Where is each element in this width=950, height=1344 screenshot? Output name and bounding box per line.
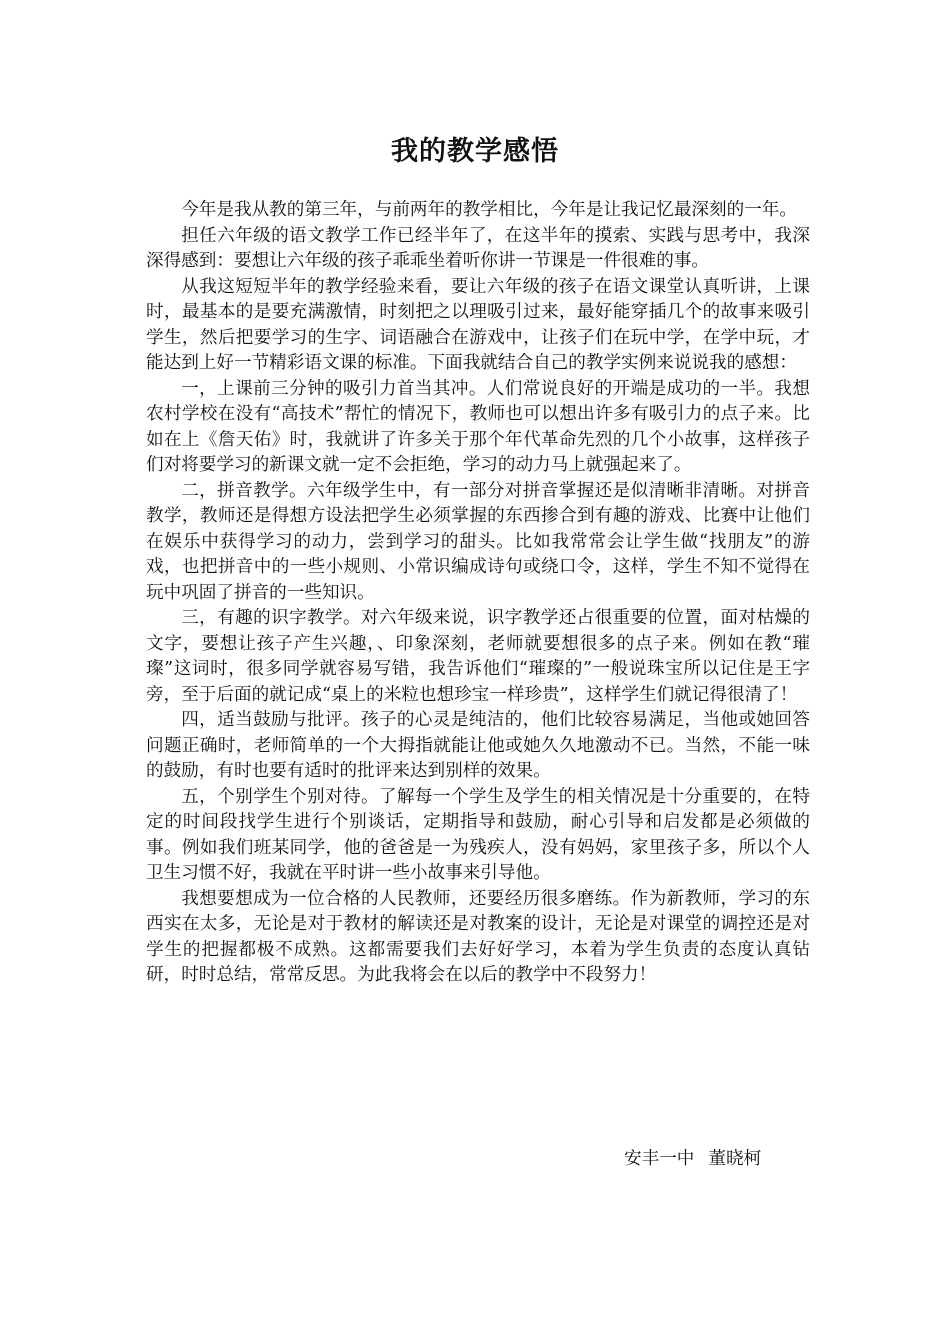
signature-school: 安丰一中: [624, 1149, 695, 1169]
document-title: 我的教学感悟: [391, 136, 559, 167]
paragraph: 四，适当鼓励与批评。孩子的心灵是纯洁的，他们比较容易满足，当他或她回答问题正确时，老师简单的一个大拇指就能让他或她久久地激动不已。当然，不能一味的鼓励，有时也要有适时的批评来达到别样的效果。: [146, 710, 810, 781]
paragraph: 三，有趣的识字教学。对六年级来说，识字教学还占很重要的位置，面对枯燥的文字，要想让孩子产生兴趣，、印象深刻，老师就要想很多的点子来。例如在教“璀璨”这词时，很多同学就容易写错，我告诉他们“璀璨的”一般说珠宝所以记住是王字旁，至于后面的就记成“桌上的米粒也想珍宝一样珍贵”，这样学生们就记得很清了！: [146, 608, 810, 705]
paragraph: 二，拼音教学。六年级学生中，有一部分对拼音掌握还是似清晰非清晰。对拼音教学，教师还是得想方设法把学生必须掌握的东西掺合到有趣的游戏、比赛中让他们在娱乐中获得学习的动力，尝到学习的甜头。比如我常常会让学生做“找朋友”的游戏，也把拼音中的一些小规则、小常识编成诗句或绕口令，这样，学生不知不觉得在玩中巩固了拼音的一些知识。: [146, 480, 810, 603]
signature: [624, 1146, 761, 1172]
paragraph: 一，上课前三分钟的吸引力首当其冲。人们常说良好的开端是成功的一半。我想农村学校在没有“高技术”帮忙的情况下，教师也可以想出许多有吸引力的点子来。比如在上《詹天佑》时，我就讲了许多关于那个年代革命先烈的几个小故事，这样孩子们对将要学习的新课文就一定不会拒绝，学习的动力马上就强起来了。: [146, 378, 810, 475]
document-body: [146, 198, 810, 989]
signature-author: 董晓柯: [708, 1149, 762, 1169]
paragraph: 我想要想成为一位合格的人民教师，还要经历很多磨练。作为新教师，学习的东西实在太多，无论是对于教材的解读还是对教案的设计，无论是对课堂的调控还是对学生的把握都极不成熟。这都需要我们去好好学习，本着为学生负责的态度认真钻研，时时总结，常常反思。为此我将会在以后的教学中不段努力！: [146, 888, 810, 985]
paragraph: 今年是我从教的第三年，与前两年的教学相比，今年是让我记忆最深刻的一年。: [181, 200, 797, 220]
paragraph: 从我这短短半年的教学经验来看，要让六年级的孩子在语文课堂认真听讲，上课时，最基本的是要充满激情，时刻把之以理吸引过来，最好能穿插几个的故事来吸引学生，然后把要学习的生字、词语融合在游戏中，让孩子们在玩中学，在学中玩，才能达到上好一节精彩语文课的标准。下面我就结合自己的教学实例来说说我的感想：: [146, 276, 810, 373]
paragraph: 五，个别学生个别对待。了解每一个学生及学生的相关情况是十分重要的，在特定的时间段找学生进行个别谈话，定期指导和鼓励，耐心引导和启发都是必须做的事。例如我们班某同学，他的爸爸是一为残疾人，没有妈妈，家里孩子多，所以个人卫生习惯不好，我就在平时讲一些小故事来引导他。: [146, 786, 810, 883]
paragraph: 担任六年级的语文教学工作已经半年了，在这半年的摸索、实践与思考中，我深深得感到：要想让六年级的孩子乖乖坐着听你讲一节课是一件很难的事。: [146, 225, 810, 271]
